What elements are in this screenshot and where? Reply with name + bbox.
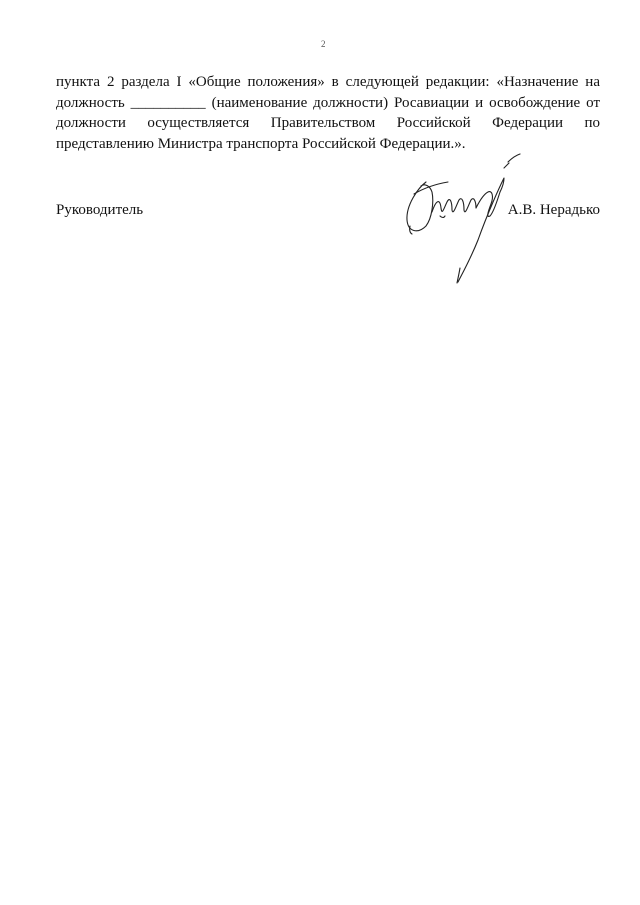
word: редакции: <box>425 74 490 90</box>
handwritten-signature <box>396 150 526 285</box>
word: и <box>475 94 484 111</box>
text-line-2 <box>56 93 600 114</box>
word: освобождение <box>489 94 581 111</box>
word: следующей <box>345 74 419 90</box>
word: Российской <box>396 115 471 131</box>
word: должности <box>56 115 126 131</box>
text-line-3 <box>56 113 600 134</box>
word: Правительством <box>270 115 376 131</box>
word: должности) <box>313 94 389 111</box>
last-line-text: представлению Министра транспорта Российской Федерации.». <box>56 135 466 152</box>
word: от <box>586 94 600 111</box>
word: Федерации <box>492 115 563 131</box>
word: раздела <box>121 74 170 90</box>
word: I <box>176 74 182 90</box>
word: пункта <box>56 74 101 90</box>
word: «Общие <box>188 74 241 90</box>
signer-name: А.В. Нерадько <box>507 202 600 218</box>
word: Росавиации <box>394 94 470 111</box>
word: должность <box>56 94 125 111</box>
word: положения» <box>247 74 325 90</box>
word: «Назначение <box>496 74 579 90</box>
page-number: 2 <box>321 39 326 49</box>
word: по <box>584 115 600 131</box>
word: (наименование <box>211 94 308 111</box>
word: осуществляется <box>147 115 250 131</box>
blank-field: __________ <box>130 94 206 111</box>
text-line-1 <box>56 72 600 93</box>
word: в <box>331 74 339 90</box>
word: на <box>585 74 600 90</box>
word: 2 <box>106 74 115 90</box>
signer-role: Руководитель <box>56 202 144 218</box>
document-body <box>56 72 600 154</box>
